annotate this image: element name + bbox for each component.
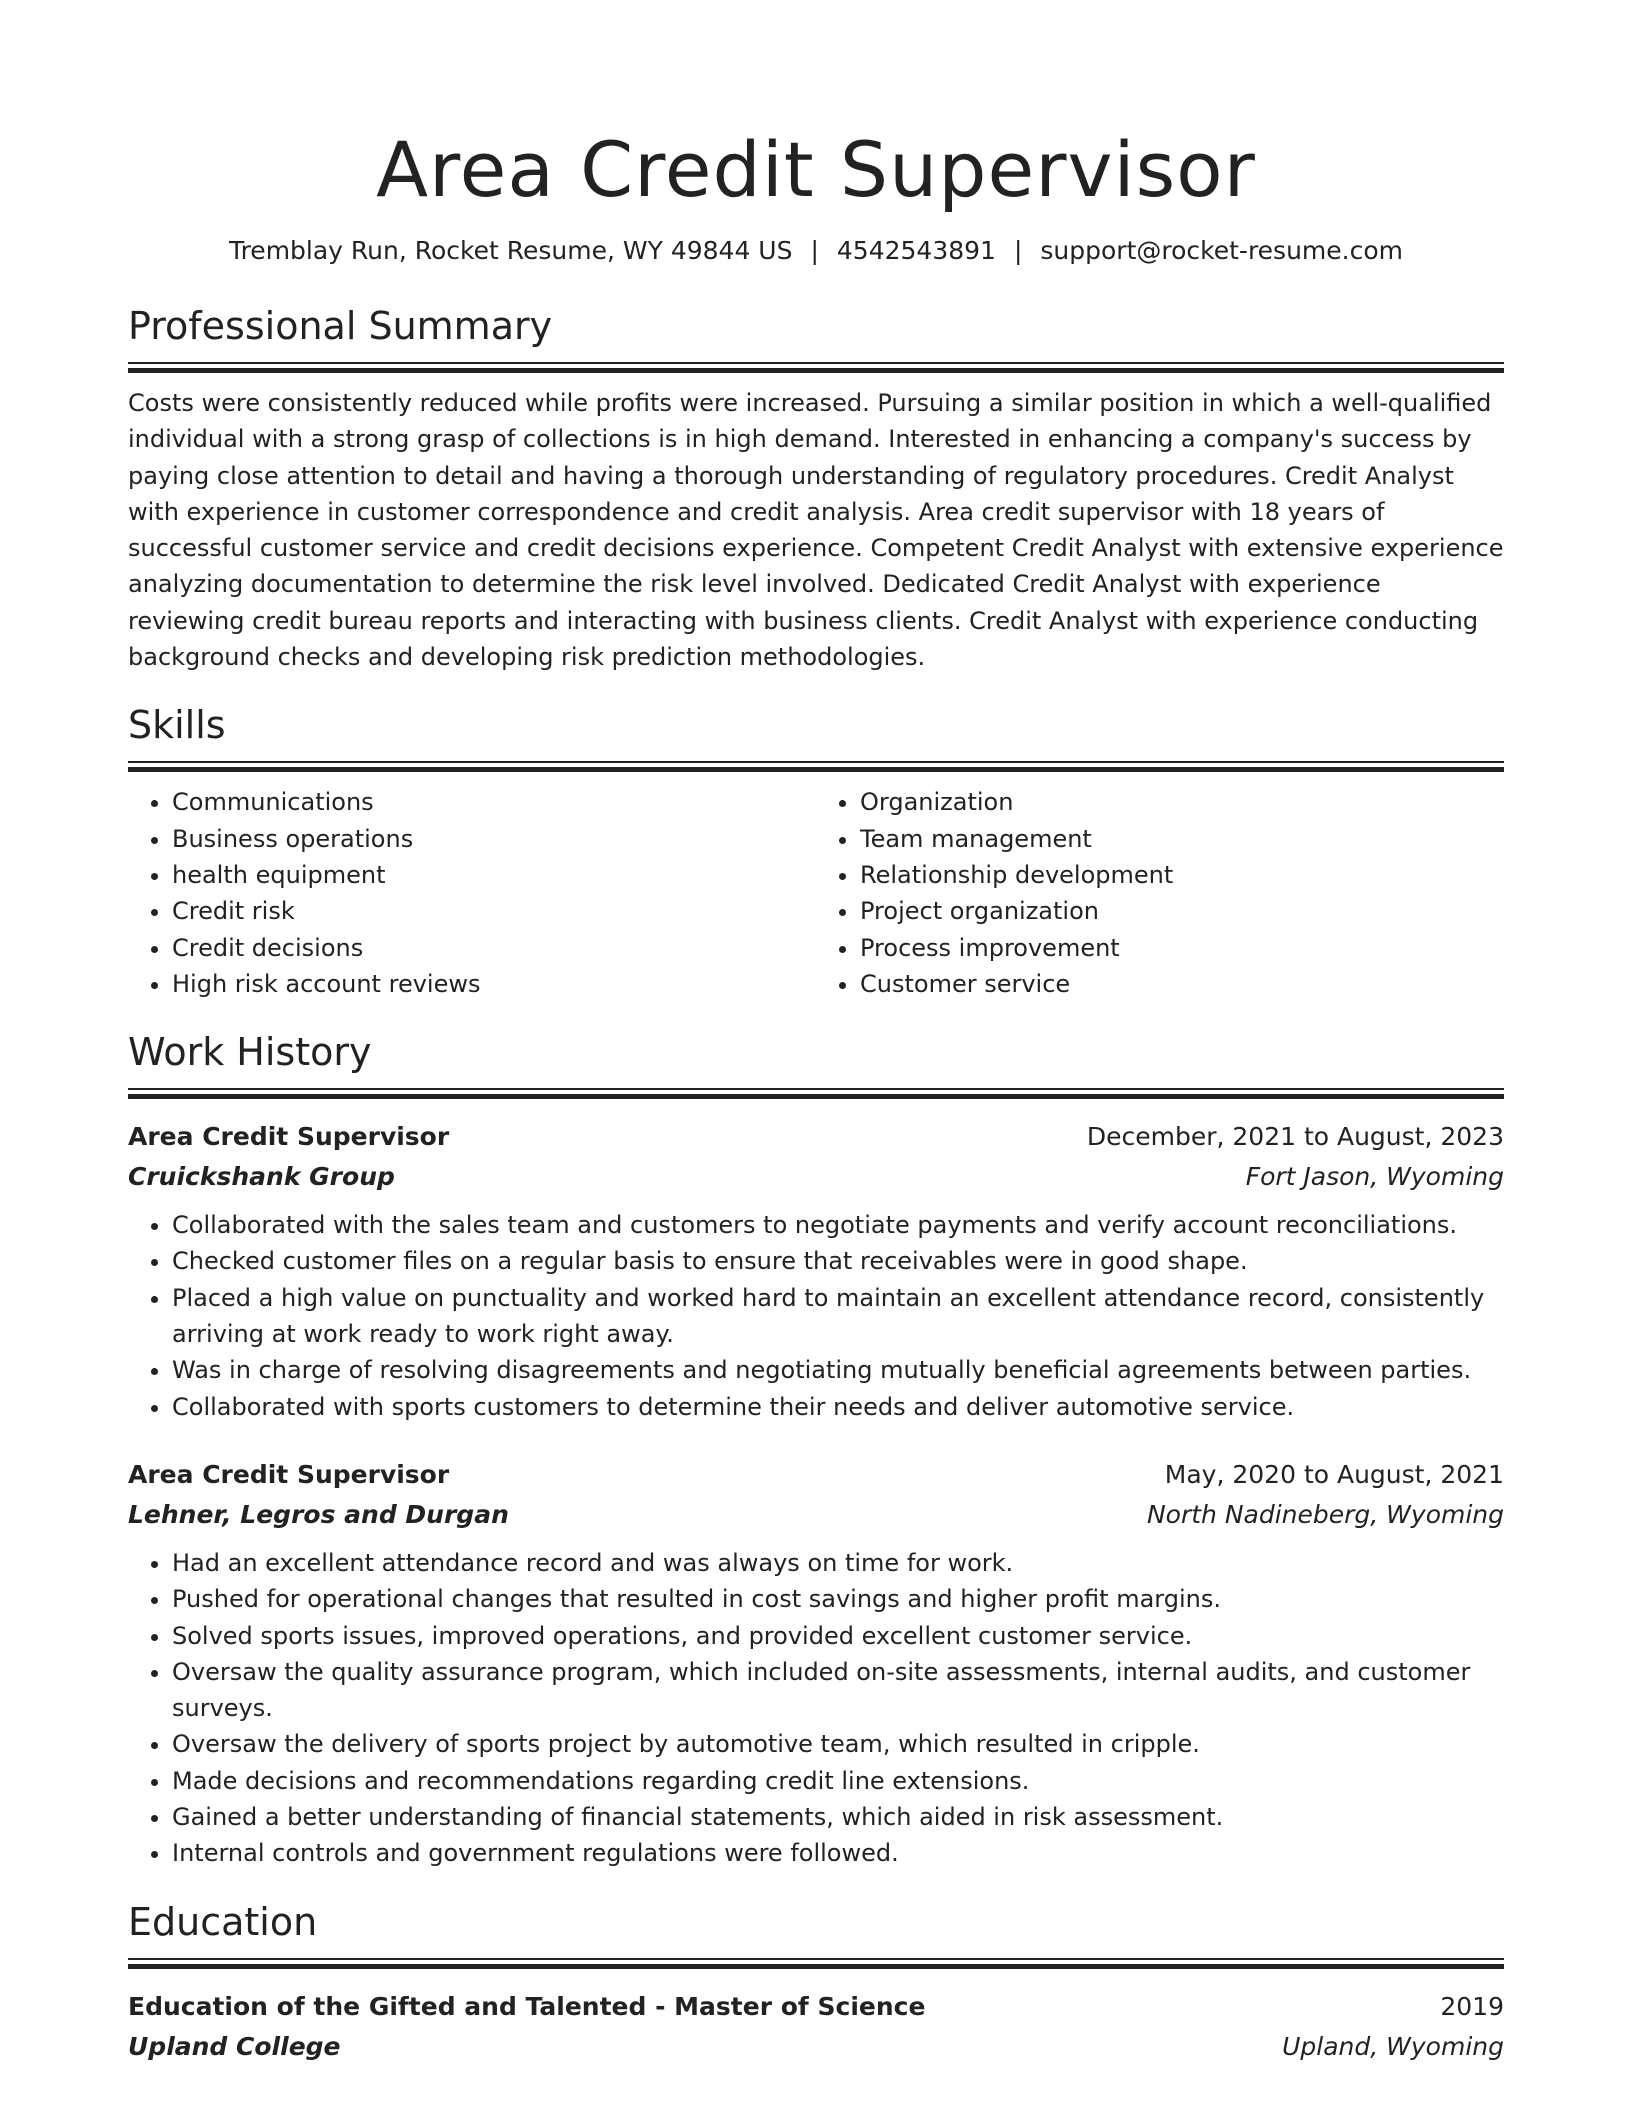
- job-entry: [128, 1455, 1504, 1872]
- contact-separator: |: [1013, 236, 1023, 265]
- skill-item: • Business operations: [172, 821, 816, 857]
- section-divider: [128, 1958, 1504, 1969]
- job-bullet: • Gained a better understanding of financial statements, which aided in risk assessment.: [172, 1799, 1504, 1835]
- section-divider: [128, 761, 1504, 772]
- job-header: [128, 1455, 1504, 1495]
- job-company: Lehner, Legros and Durgan: [128, 1499, 509, 1529]
- job-header: [128, 1117, 1504, 1157]
- job-bullet: • Had an excellent attendance record and was always on time for work.: [172, 1545, 1504, 1581]
- skill-item: • Customer service: [860, 966, 1504, 1002]
- job-bullet: • Oversaw the delivery of sports project by automotive team, which resulted in cripple.: [172, 1726, 1504, 1762]
- job-bullet: • Checked customer files on a regular basis to ensure that receivables were in good shape.: [172, 1243, 1504, 1279]
- skill-item: • Team management: [860, 821, 1504, 857]
- education-section: [128, 1898, 1504, 2067]
- skill-item: • Relationship development: [860, 857, 1504, 893]
- summary-section: [128, 302, 1504, 675]
- job-location: North Nadineberg, Wyoming: [1146, 1499, 1504, 1529]
- contact-line: [128, 234, 1504, 268]
- skills-list-left: [128, 784, 816, 1002]
- job-company: Cruickshank Group: [128, 1162, 395, 1192]
- skill-item: • Credit risk: [172, 893, 816, 929]
- contact-phone: 4542543891: [836, 236, 996, 265]
- education-entry: [128, 1987, 1504, 2067]
- job-bullet: • Oversaw the quality assurance program, which included on-site assessments, internal audits, and customer surveys.: [172, 1654, 1504, 1727]
- job-title: Area Credit Supervisor: [128, 1459, 450, 1489]
- job-bullet: • Internal controls and government regulations were followed.: [172, 1835, 1504, 1871]
- contact-email: support@rocket-resume.com: [1040, 236, 1404, 265]
- job-bullet: • Made decisions and recommendations regarding credit line extensions.: [172, 1763, 1504, 1799]
- skill-item: • Project organization: [860, 893, 1504, 929]
- job-bullet: • Collaborated with sports customers to determine their needs and deliver automotive service.: [172, 1389, 1504, 1425]
- skills-columns: [128, 784, 1504, 1002]
- job-bullet: • Solved sports issues, improved operations, and provided excellent customer service.: [172, 1618, 1504, 1654]
- education-header: [128, 1987, 1504, 2027]
- summary-text: Costs were consistently reduced while profits were increased. Pursuing a similar position in which a well-qualified individual with a strong grasp of collections is in high demand. Interested in enhancing a company's success by paying close attention to detail and having a thorough understanding of regulatory procedures. Credit Analyst with experience in customer correspondence and credit analysis. Area credit supervisor with 18 years of successful customer service and credit decisions experience. Competent Credit Analyst with extensive experience analyzing documentation to determine the risk level involved. Dedicated Credit Analyst with experience reviewing credit bureau reports and interacting with business clients. Credit Analyst with experience conducting background checks and developing risk prediction methodologies.: [128, 389, 1504, 672]
- job-subheader: [128, 1495, 1504, 1535]
- job-location: Fort Jason, Wyoming: [1245, 1162, 1504, 1192]
- skill-item: • health equipment: [172, 857, 816, 893]
- education-degree: Education of the Gifted and Talented - Master of Science: [128, 1991, 926, 2021]
- section-title-education: Education: [128, 1899, 318, 1944]
- skill-item: • Credit decisions: [172, 930, 816, 966]
- job-bullet: • Was in charge of resolving disagreements and negotiating mutually beneficial agreements between parties.: [172, 1352, 1504, 1388]
- section-title-work: Work History: [128, 1030, 372, 1075]
- contact-separator: |: [810, 236, 819, 265]
- job-bullet: • Placed a high value on punctuality and worked hard to maintain an excellent attendance record, consistently arriving at work ready to work right away.: [172, 1280, 1504, 1353]
- job-bullet: • Pushed for operational changes that resulted in cost savings and higher profit margins.: [172, 1581, 1504, 1617]
- education-subheader: [128, 2027, 1504, 2067]
- job-subheader: [128, 1157, 1504, 1197]
- job-title: Area Credit Supervisor: [128, 1122, 450, 1152]
- skill-item: • High risk account reviews: [172, 966, 816, 1002]
- skills-section: [128, 701, 1504, 1002]
- job-dates: May, 2020 to August, 2021: [1164, 1459, 1504, 1489]
- work-section: [128, 1028, 1504, 1871]
- job-entry: [128, 1117, 1504, 1425]
- skills-list-right: [816, 784, 1504, 1002]
- skill-item: • Organization: [860, 784, 1504, 820]
- section-divider: [128, 1088, 1504, 1099]
- section-divider: [128, 362, 1504, 373]
- resume-name: Area Credit Supervisor: [376, 125, 1256, 214]
- education-school: Upland College: [128, 2031, 341, 2061]
- contact-address: Tremblay Run, Rocket Resume, WY 49844 US: [228, 236, 793, 265]
- job-bullets: [128, 1545, 1504, 1872]
- section-title-skills: Skills: [128, 703, 226, 748]
- skill-item: • Communications: [172, 784, 816, 820]
- education-location: Upland, Wyoming: [1282, 2031, 1504, 2061]
- job-dates: December, 2021 to August, 2023: [1086, 1122, 1504, 1152]
- skill-item: • Process improvement: [860, 930, 1504, 966]
- job-bullet: • Collaborated with the sales team and customers to negotiate payments and verify account reconciliations.: [172, 1207, 1504, 1243]
- section-title-summary: Professional Summary: [128, 304, 553, 348]
- job-bullets: [128, 1207, 1504, 1425]
- education-year: 2019: [1440, 1991, 1504, 2021]
